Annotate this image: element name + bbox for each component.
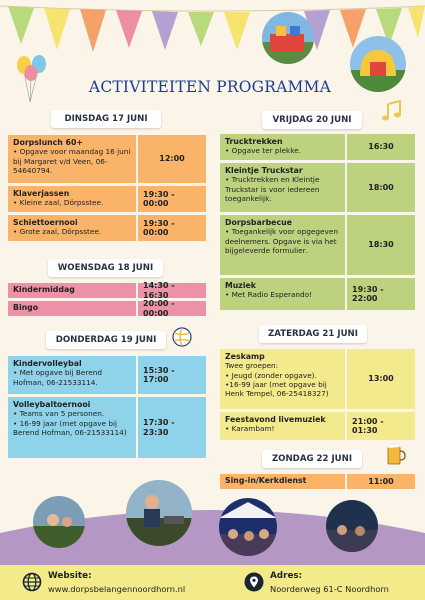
event-detail: • Opgave ter plekke. (225, 146, 302, 156)
event-time: 21:00 - 01:30 (345, 412, 415, 440)
event-row (220, 278, 415, 310)
event-row (8, 356, 206, 394)
event-time: 18:00 (345, 163, 415, 212)
day-header-thursday: DONDERDAG 19 JUNI (46, 331, 166, 349)
event-time: 17:30 - 23:30 (136, 397, 206, 458)
globe-icon (22, 572, 42, 592)
event-name: Dorpsbarbecue (225, 218, 292, 227)
event-detail: • Met Radio Esperando! (225, 290, 313, 300)
event-row (8, 283, 206, 298)
event-detail: • Opgave voor maandag 16 juni bij Margaret v/d Veen, 06-54640794. (13, 147, 131, 175)
event-detail: • Teams van 5 personen. (13, 409, 105, 419)
event-time: 19:30 - 00:00 (136, 215, 206, 241)
event-name: Sing-in/Kerkdienst (225, 476, 307, 485)
event-row (220, 349, 415, 409)
event-row (220, 215, 415, 275)
address-label: Adres: (270, 571, 303, 581)
photo-inflatable (350, 36, 406, 92)
website-link[interactable]: www.dorpsbelangennoordhorn.nl (48, 584, 186, 594)
event-row (220, 134, 415, 160)
balloons-icon (14, 54, 48, 104)
event-detail: • Karambam! (225, 424, 275, 434)
event-row (8, 186, 206, 212)
event-detail: • Toegankelijk voor opgegeven deelnemers. Opgave is via het bijgeleverde formulier. (225, 227, 338, 255)
photo-bouncy-castle (262, 12, 314, 64)
page-title: ACTIVITEITEN PROGRAMMA (88, 78, 332, 96)
event-detail: • 16-99 jaar (met opgave bij Berend Hofman, 06-21533114) (13, 418, 127, 437)
event-time: 18:30 (345, 215, 415, 275)
event-name: Muziek (225, 281, 256, 290)
photo-tent-crowd (219, 498, 277, 556)
event-name: Trucktrekken (225, 137, 283, 146)
photo-crowd-night (326, 500, 378, 552)
event-name: Feestavond livemuziek (225, 415, 326, 424)
event-row (8, 215, 206, 241)
event-name: Kindermiddag (13, 285, 75, 294)
event-time: 15:30 - 17:00 (136, 356, 206, 394)
event-time: 19:30 - 22:00 (345, 278, 415, 310)
event-time: 13:00 (345, 349, 415, 409)
event-name: Klaverjassen (13, 189, 70, 198)
beer-mug-icon (385, 440, 407, 466)
event-row (220, 163, 415, 212)
location-pin-icon (244, 572, 264, 592)
address-value: Noorderweg 61-C Noordhorn (270, 584, 389, 594)
photo-bbq (126, 480, 192, 546)
website-label: Website: (48, 571, 92, 581)
photo-event-1 (33, 496, 85, 548)
event-name: Volleybaltoernooi (13, 400, 91, 409)
event-time: 19:30 - 00:00 (136, 186, 206, 212)
footer (0, 565, 425, 600)
event-name: Kleintje Truckstar (225, 166, 303, 175)
day-header-wednesday: WOENSDAG 18 JUNI (48, 259, 163, 277)
event-name: Schiettoernooi (13, 218, 78, 227)
event-time: 14:30 - 16:30 (136, 283, 206, 298)
event-row (220, 474, 415, 489)
day-header-saturday: ZATERDAG 21 JUNI (259, 325, 367, 343)
day-header-sunday: ZONDAG 22 JUNI (262, 450, 362, 468)
event-time: 16:30 (345, 134, 415, 160)
event-row (8, 301, 206, 316)
event-time: 11:00 (345, 474, 415, 489)
event-detail: Twee groepen: (225, 361, 279, 371)
event-row (8, 397, 206, 458)
event-detail: • Jeugd (zonder opgave). (225, 370, 317, 380)
day-header-tuesday: DINSDAG 17 JUNI (51, 110, 161, 128)
event-time: 20:00 - 00:00 (136, 301, 206, 316)
day-header-friday: VRIJDAG 20 JUNI (262, 111, 362, 129)
event-time: 12:00 (136, 135, 206, 183)
event-name: Zeskamp (225, 352, 265, 361)
event-name: Kindervolleybal (13, 359, 82, 368)
event-detail: • Trucktrekken en Kleintje Truckstar is voor iedereen toegankelijk. (225, 175, 320, 203)
event-detail: • Kleine zaal, Dörpsstee. (13, 198, 104, 208)
event-detail: • Met opgave bij Berend Hofman, 06-21533114. (13, 368, 103, 387)
event-detail: • Grote zaal, Dörpsstee. (13, 227, 102, 237)
music-note-icon (380, 100, 404, 122)
event-name: Bingo (13, 303, 39, 312)
event-row (220, 412, 415, 440)
event-row (8, 135, 206, 183)
volleyball-icon (172, 327, 192, 347)
event-name: Dorpslunch 60+ (13, 138, 83, 147)
event-detail: •16-99 jaar (met opgave bij Henk Tempel, 06-25418327) (225, 379, 329, 399)
